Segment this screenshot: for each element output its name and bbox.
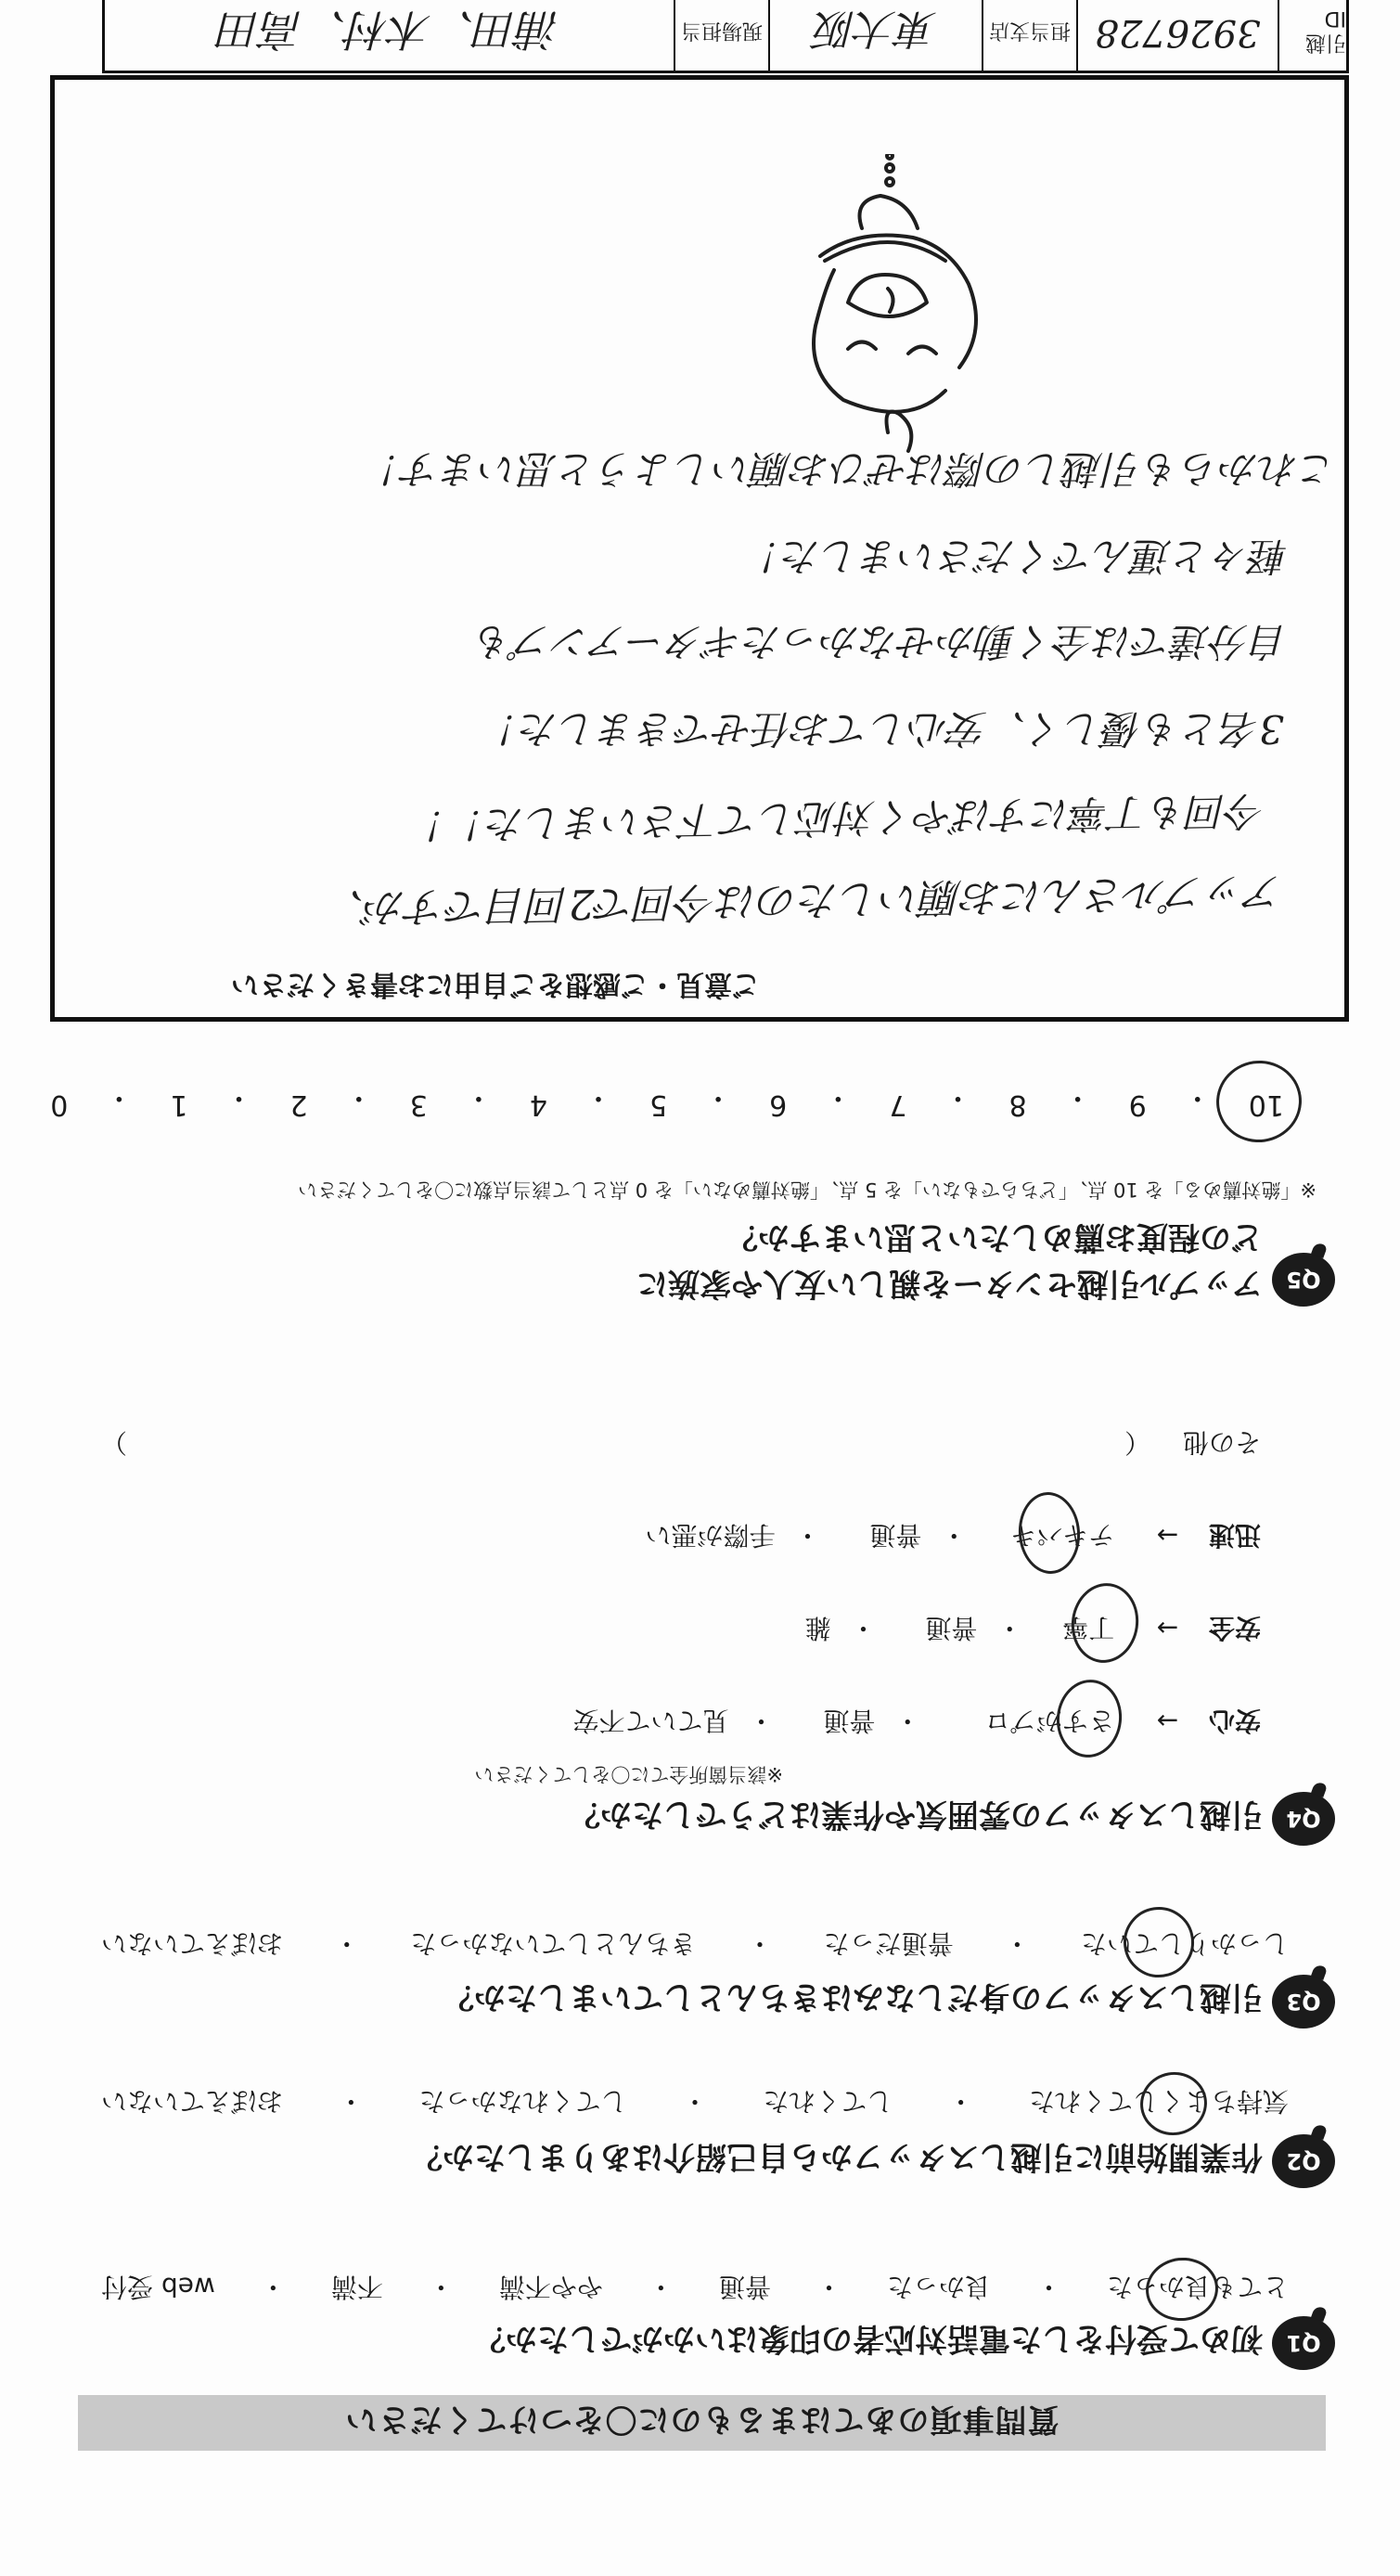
comment-line-4: 自分達では全く動かせなかったギターアンプも (474, 619, 1289, 664)
id-table (102, 0, 1349, 73)
instructions-header (78, 2395, 1326, 2451)
arrow-icon: → (1156, 1706, 1179, 1736)
comment-line-3: 3名とも優しく、安心してお任せできました！ (481, 706, 1284, 752)
lead-label-cell (674, 0, 768, 71)
arrow-icon: → (1156, 1520, 1179, 1551)
branch-label-cell (982, 0, 1076, 71)
q4-anzen-selection-circle (1066, 1578, 1143, 1667)
q3-badge: Q3 (1272, 1975, 1335, 2029)
q2-option-2[interactable]: してくれた (763, 2086, 893, 2117)
q2-options: 気持ちよくしてくれた ・ してくれた ・ してくれなかった ・ おぼえていない (101, 2084, 1289, 2121)
q4-row-jinsoku-option-3[interactable]: 手際が悪い (645, 1520, 776, 1551)
q5-score-6[interactable]: 6 (769, 1088, 788, 1121)
q1-option-3[interactable]: 普通 (718, 2272, 771, 2302)
q4-question: 引越しスタッフの雰囲気や作業はどうでしたか？ (569, 1796, 1263, 1833)
branch-label: 担当支店 (989, 19, 1072, 43)
q4-badge: Q4 (1272, 1792, 1335, 1846)
q5-score-7[interactable]: 7 (889, 1088, 907, 1121)
q1-option-1[interactable]: とても良かった (1106, 2272, 1289, 2302)
q5-scale: 10 ・ 9 ・ 8 ・ 7 ・ 6 ・ 5 ・ 4 ・ 3 ・ 2 ・ 1 ・ 0 (50, 1081, 1284, 1121)
q1-selection-circle (1143, 2254, 1222, 2325)
arrow-icon: → (1156, 1613, 1179, 1643)
q4-row-anshin-option-1[interactable]: さすがプロ (984, 1706, 1115, 1736)
q4-row-anzen-option-3[interactable]: 雑 (804, 1613, 831, 1643)
q2-selection-circle (1136, 2067, 1213, 2140)
q5-question-line1: アップル引越センターを親しい友人や家族に (636, 1265, 1263, 1302)
branch-value-cell (768, 0, 982, 71)
comment-line-6: これからも引越しの際はぜひお願いしようと思います！ (362, 446, 1337, 492)
q5-question-line2: どの程度お薦めしたいと思いますか？ (726, 1218, 1263, 1256)
smiling-face-drawing (751, 154, 1029, 460)
id-value: 3926728 (1095, 11, 1261, 54)
q4-anshin-selection-circle (1053, 1677, 1125, 1761)
q1-option-6[interactable]: web 受付 (101, 2272, 215, 2302)
comment-line-2: 今回も丁寧にすばやく対応して下さいました！！ (407, 787, 1266, 849)
q4-other-row (83, 1425, 1261, 1462)
q5-badge: Q5 (1272, 1253, 1335, 1307)
q5-note: ※「絶対薦める」を 10 点、「どちらでもない」を 5 点、「絶対薦めない」を 0 点として該当点数に〇をしてください (298, 1179, 1317, 1201)
q2-badge: Q2 (1272, 2134, 1335, 2188)
q5-score-4[interactable]: 4 (529, 1088, 547, 1121)
q1-question: 初めて受付をした電話対応者の印象はいかがでしたか？ (474, 2320, 1263, 2357)
q3-option-1[interactable]: しっかりしていた (1080, 1928, 1289, 1959)
q2-option-4[interactable]: おぼえていない (101, 2086, 284, 2117)
q4-row-anzen-option-2[interactable]: 普通 (925, 1613, 978, 1643)
q4-row-anshin-option-2[interactable]: 普通 (823, 1706, 876, 1736)
id-value-cell (1076, 0, 1278, 71)
q5-score-5[interactable]: 5 (649, 1088, 668, 1121)
q4-row-anzen-option-1[interactable]: 丁寧 (1062, 1613, 1115, 1643)
q1-option-4[interactable]: やや不満 (498, 2272, 603, 2302)
q3-options: しっかりしていた ・ 普通だった ・ きちんとしていなかった ・ おぼえていない (101, 1926, 1289, 1964)
q1-option-2[interactable]: 良かった (886, 2272, 991, 2302)
q4-row-jinsoku-label: 迅速 (1208, 1520, 1261, 1551)
lead-label: 現場担当 (681, 19, 764, 43)
comment-line-1: アップルさんにお願いしたのは今回で2回目ですが、 (323, 867, 1285, 933)
q5-score-0[interactable]: 0 (50, 1088, 69, 1121)
q3-selection-circle (1119, 1902, 1199, 1982)
q5-score-10[interactable]: 10 (1248, 1088, 1284, 1121)
q4-jinsoku-selection-circle (1016, 1490, 1083, 1576)
q5-score-3[interactable]: 3 (409, 1088, 428, 1121)
q4-row-anshin: 安心 → さすがプロ ・ 普通 ・ 見ていて不安 (573, 1704, 1261, 1741)
q4-row-jinsoku-option-2[interactable]: 普通 (869, 1520, 922, 1551)
q4-other-open: （ (1124, 1427, 1151, 1458)
q5-score-8[interactable]: 8 (1008, 1088, 1027, 1121)
id-label-cell (1278, 0, 1346, 71)
q4-note: ※該当箇所全てに〇をしてください (474, 1763, 783, 1785)
id-label: 引越 ID (1304, 6, 1346, 54)
q3-option-2[interactable]: 普通だった (823, 1928, 954, 1959)
q5-selection-circle (1211, 1055, 1306, 1148)
q4-other-label: その他 (1182, 1427, 1261, 1458)
branch-value: 東大阪 (815, 5, 937, 52)
q2-option-3[interactable]: してくれなかった (418, 2086, 627, 2117)
q4-row-jinsoku-option-1[interactable]: テキパキ (1010, 1520, 1115, 1551)
q3-question: 引越しスタッフの身だしなみはきちんとしていましたか？ (443, 1978, 1263, 2016)
q5-score-1[interactable]: 1 (170, 1088, 188, 1121)
q5-score-2[interactable]: 2 (289, 1088, 308, 1121)
q4-row-anshin-label: 安心 (1208, 1706, 1261, 1736)
q4-row-anzen-label: 安全 (1208, 1613, 1261, 1643)
q4-other-close: ） (101, 1427, 128, 1458)
q1-option-5[interactable]: 不満 (330, 2272, 383, 2302)
q1-badge: Q1 (1272, 2316, 1335, 2370)
q4-row-anzen: 安全 → 丁寧 ・ 普通 ・ 雑 (805, 1611, 1261, 1648)
q5-score-9[interactable]: 9 (1128, 1088, 1147, 1121)
comment-line-5: 軽々と運んでくださいました！ (742, 534, 1289, 579)
q4-row-jinsoku: 迅速 → テキパキ ・ 普通 ・ 手際が悪い (646, 1518, 1261, 1555)
instructions-header-text: 質問事項のあてはまるものに〇をつけてください (344, 2401, 1060, 2439)
q2-option-1[interactable]: 気持ちよくしてくれた (1028, 2086, 1289, 2117)
lead-value: 浦田、木村、高田 (218, 5, 560, 55)
lead-value-cell (105, 0, 674, 71)
comments-title: ご意見・ご感想をご自由にお書きください (231, 968, 760, 1000)
q4-row-anshin-option-3[interactable]: 見ていて不安 (572, 1706, 729, 1736)
q2-question: 作業開始前に引越しスタッフから自己紹介はありましたか？ (411, 2138, 1263, 2175)
q1-options: とても良かった ・ 良かった ・ 普通 ・ やや不満 ・ 不満 ・ web 受付 (101, 2270, 1289, 2307)
q3-option-4[interactable]: おぼえていない (101, 1928, 284, 1959)
q3-option-3[interactable]: きちんとしていなかった (410, 1928, 697, 1959)
